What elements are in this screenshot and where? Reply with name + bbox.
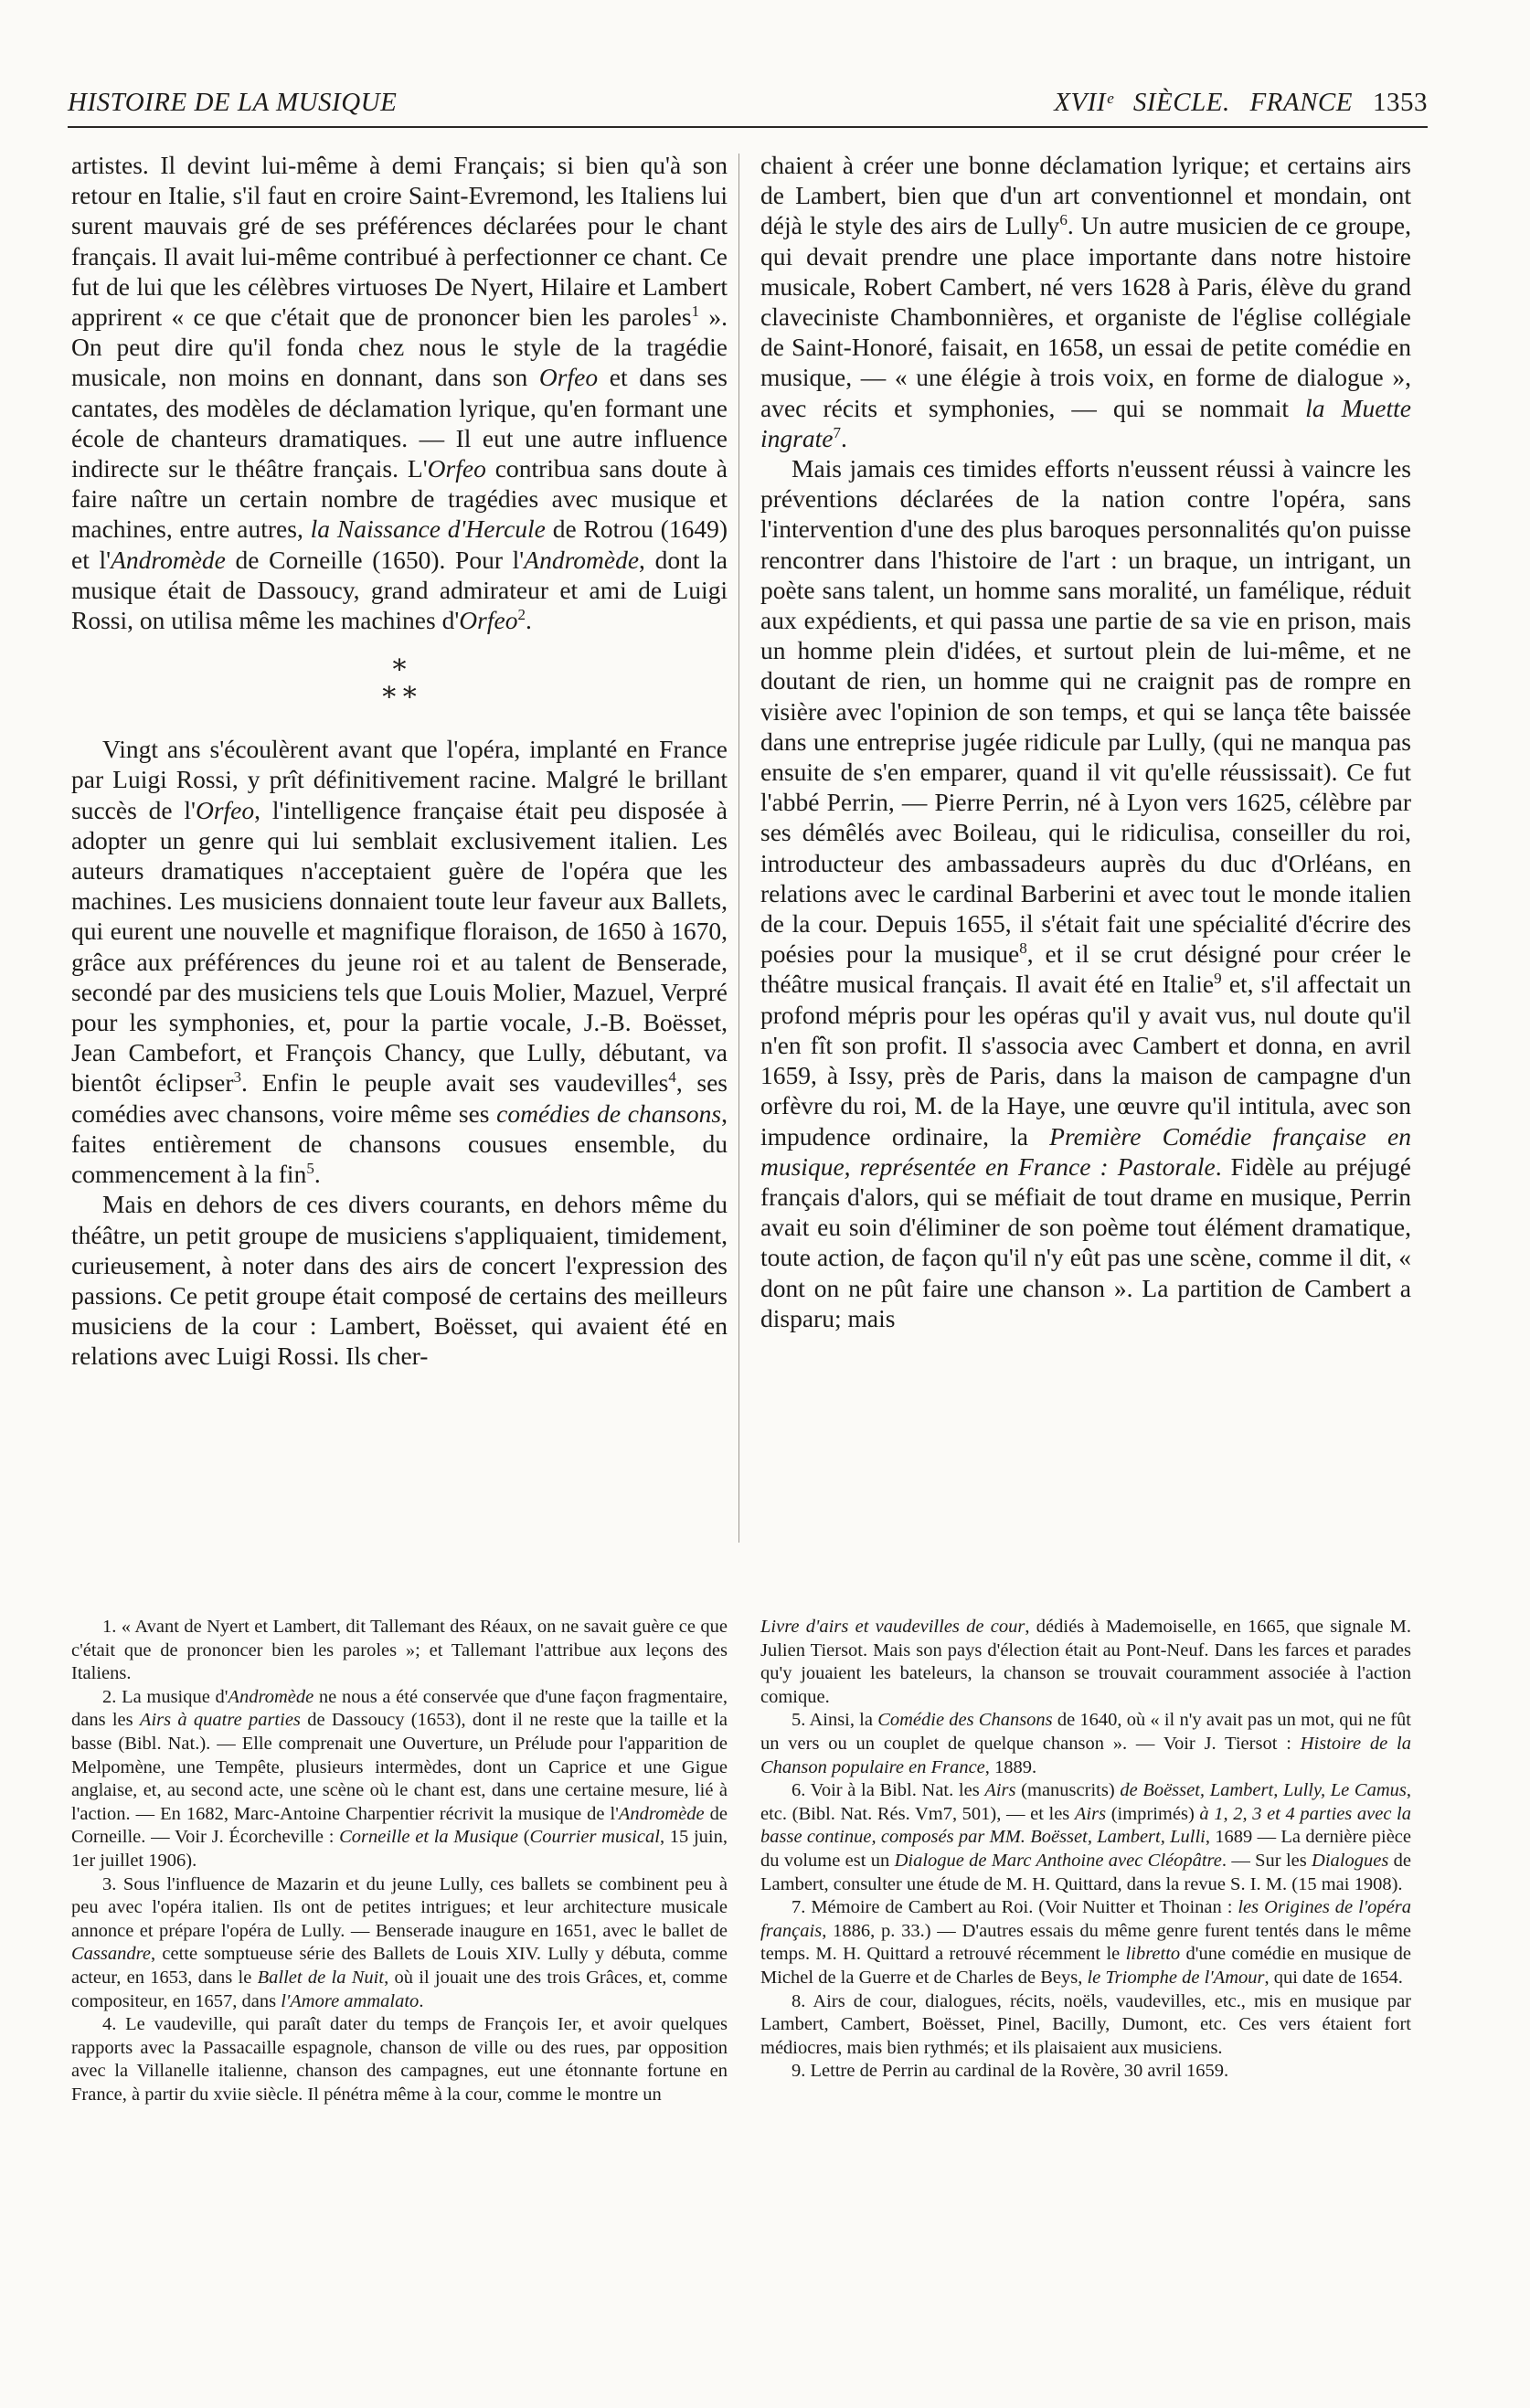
footnote: 2. La musique d'Andromède ne nous a été conservée que d'une façon fragmentaire, dans les Airs à quatre parties de Dassoucy (1653), dont il ne reste que la taille et la basse (Bibl. Nat.). — Elle comprenait une Ouverture, un Prélude pour l'apparition de Melpomène, une Tempête, plusieurs intermèdes, dont un Caprice et une Gigue anglaise, et, au second acte, une scène où le chant est, dans une certaine mesure, lié à l'action. — En 1682, Marc-Antoine Charpentier récrivit la musique de l'Andromède de Corneille. — Voir J. Écorcheville : Corneille et la Musique (Courrier musical, 15 juin, 1er juillet 1906). (71, 1686, 728, 1871)
footnote: 6. Voir à la Bibl. Nat. les Airs (manuscrits) de Boësset, Lambert, Lully, Le Camus, etc. (Bibl. Nat. Rés. Vm7, 501), — et les Airs (imprimés) à 1, 2, 3 et 4 parties avec la basse continue, composés par MM. Boësset, Lambert, Lulli, 1689 — La dernière pièce du volume est un Dialogue de Marc Anthoine avec Cléopâtre. — Sur les Dialogues de Lambert, consulter une étude de M. H. Quittard, dans la revue S. I. M. (15 mai 1908). (760, 1780, 1411, 1894)
page-number: 1353 (1373, 88, 1428, 117)
footnote: 9. Lettre de Perrin au cardinal de la Rovère, 30 avril 1659. (792, 2061, 1229, 2082)
paragraph: Mais en dehors de ces divers courants, en dehors même du théâtre, un petit groupe de musiciens s'appliquaient, timidement, curieusement, à noter dans des airs de concert l'expression des passions. Ce petit groupe était composé de certains des meilleurs musiciens de la cour : Lambert, Boësset, qui avaient été en relations avec Luigi Rossi. Ils cher- (71, 1190, 728, 1371)
paragraph: Mais jamais ces timides efforts n'eussent réussi à vaincre les préventions déclarées de la nation contre l'opéra, sans l'intervention d'une des plus baroques personnalités qu'on puisse rencontrer dans l'histoire de l'art : un braque, un intrigant, un poète sans talent, un homme sans moralité, un famélique, réduit aux expédients, et qui passa une partie de sa vie en prison, mais un homme plein d'idées, et surtout plein de lui-même, et ne doutant de rien, un homme qui ne craignit pas de rompre en visière avec l'opinion de son temps, et qui se lança tête baissée dans une entreprise jugée ridicule par Lully, (qui ne manqua pas ensuite de s'en emparer, quand il vit qu'elle réussissait). Ce fut l'abbé Perrin, — Pierre Perrin, né à Lyon vers 1625, célèbre par ses démêlés avec Boileau, qui le ridiculisa, conseiller du roi, introducteur des ambassadeurs auprès du duc d'Orléans, en relations avec le cardinal Barberini et avec tout le monde italien de la cour. Depuis 1655, il s'était fait une spécialité d'écrire des poésies pour la musique$^8$, et il se crut désigné pour créer le théâtre musical français. Il avait été en Italie$^9$ et, s'il affectait un profond mépris pour les opéras qu'il y avait vus, nul doute qu'il n'en fît son profit. Il s'associa avec Cambert et donna, en avril 1659, à Issy, près de Paris, dans la maison de campagne d'un orfèvre du roi, M. de la Haye, une œuvre qu'il intitula, avec son impudence ordinaire, la Première Comédie française en musique, représentée en France : Pastorale. Fidèle au préjugé français d'alors, qui se méfiait de tout drame en musique, Perrin avait eu soin d'éliminer de son poème tout élément dramatique, toute action, de façon qu'il n'y eût pas une scène, comme il dit, « dont on ne pût faire une chanson ». La partition de Cambert a disparu; mais (760, 454, 1411, 1332)
paragraph: artistes. Il devint lui-même à demi Français; si bien qu'à son retour en Italie, s'il faut en croire Saint-Evremond, les Italiens lui surent mauvais gré de ses préférences déclarées pour le chant français. Il avait lui-même contribué à perfectionner ce chant. Ce fut de lui que les célèbres virtuoses De Nyert, Hilaire et Lambert apprirent « ce que c'était que de prononcer bien les paroles$^1$ ». On peut dire qu'il fonda chez nous le style de la tragédie musicale, non moins en donnant, dans son Orfeo et dans ses cantates, des modèles de déclamation lyrique, qu'en formant une école de chanteurs dramatiques. — Il eut une autre influence indirecte sur le théâtre français. L'Orfeo contribua sans doute à faire naître un certain nombre de tragédies avec musique et machines, entre autres, la Naissance d'Hercule de Rotrou (1649) et l'Andromède de Corneille (1650). Pour l'Andromède, dont la musique était de Dassoucy, grand admirateur et ami de Luigi Rossi, on utilisa même les machines d'Orfeo$^2$. (71, 151, 728, 635)
footnote: 4. Le vaudeville, qui paraît dater du temps de François Ier, et avoir quelques rapports avec la Passacaille espagnole, chanson de ville ou des rues, par opposition avec la Villanelle italienne, chanson des campagnes, eut une étonnante fortune en France, à partir du xviie siècle. Il pénétra même à la cour, comme le montre un (71, 2014, 728, 2105)
running-header (68, 88, 1428, 124)
paragraph: chaient à créer une bonne déclamation lyrique; et certains airs de Lambert, bien que d'un art conventionnel et mondain, ont déjà le style des airs de Lully$^6$. Un autre musicien de ce groupe, qui devait prendre une place importante dans notre histoire musicale, Robert Cambert, né vers 1628 à Paris, élève du grand claveciniste Chambonnières, et organiste de l'église collégiale de Saint-Honoré, faisait, en 1658, un essai de petite comédie en musique, — « une élégie à trois voix, en forme de dialogue », avec récits et symphonies, — qui se nommait la Muette ingrate$^7$. (760, 151, 1411, 452)
column-divider (738, 154, 739, 1543)
footnote: 1. « Avant de Nyert et Lambert, dit Tallemant des Réaux, on ne savait guère ce que c'était que de prononcer bien les paroles »; et Tallemant l'attribue aux leçons des Italiens. (71, 1617, 728, 1684)
column-right (760, 150, 1411, 1333)
footnote: 7. Mémoire de Cambert au Roi. (Voir Nuitter et Thoinan : les Origines de l'opéra français, 1886, p. 33.) — D'autres essais du même genre furent tentés dans le même temps. M. H. Quittard a retrouvé récemment le libretto d'une comédie en musique de Michel de la Guerre et de Charles de Beys, le Triomphe de l'Amour, qui date de 1654. (760, 1897, 1412, 1988)
footnotes-right (760, 1616, 1411, 2084)
footnote: 3. Sous l'influence de Mazarin et du jeune Lully, ces ballets se combinent peu à peu avec l'opéra italien. Ils ont de petites intrigues; et leur architecture musicale annonce et prépare l'opéra de Lully. — Benserade inaugure en 1651, avec le ballet de Cassandre, cette somptueuse série des Ballets de Louis XIV. Lully y débuta, comme acteur, en 1653, dans le Ballet de la Nuit, où il jouait une des trois Grâces, et, comme compositeur, en 1657, dans l'Amore ammalato. (71, 1873, 728, 2011)
footnote: 8. Airs de cour, dialogues, récits, noëls, vaudevilles, etc., mis en musique par Lambert, Cambert, Boësset, Pinel, Bacilly, Dumont, etc. Ces vers étaient fort médiocres, mais bien rythmés; et ils plaisaient aux musiciens. (760, 1990, 1411, 2058)
footnotes-left (71, 1616, 728, 2106)
header-section: XVIIᵉ SIÈCLE. FRANCE 1353 (1054, 88, 1428, 117)
footnote: 5. Ainsi, la Comédie des Chansons de 1640, où « il n'y avait pas un mot, qui ne fût un vers ou un couplet de quelque chanson ». — Voir J. Tiersot : Histoire de la Chanson populaire en France, 1889. (760, 1710, 1412, 1777)
paragraph: Vingt ans s'écoulèrent avant que l'opéra, implanté en France par Luigi Rossi, y prît définitivement racine. Malgré le brillant succès de l'Orfeo, l'intelligence française était peu disposée à adopter un genre qui lui semblait exclusivement italien. Les auteurs dramatiques n'acceptaient guère de l'opéra que les machines. Les musiciens donnaient toute leur faveur aux Ballets, qui eurent une nouvelle et magnifique floraison, de 1650 à 1670, grâce aux préférences du jeune roi et au talent de Benserade, secondé par des musiciens tels que Louis Molier, Mazuel, Verpré pour les symphonies, et, pour la partie vocale, J.-B. Boësset, Jean Cambefort, et François Chancy, que Lully, débutant, va bientôt éclipser$^3$. Enfin le peuple avait ses vaudevilles$^4$, ses comédies avec chansons, voire même ses comédies de chansons, faites entièrement de chansons cousues ensemble, du commencement à la fin$^5$. (71, 735, 728, 1189)
header-title: HISTOIRE DE LA MUSIQUE (68, 88, 398, 117)
header-rule (68, 126, 1428, 128)
section-asterism: ⁎ ⁎ ⁎ (382, 646, 417, 705)
column-left (71, 150, 728, 1372)
footnote: Livre d'airs et vaudevilles de cour, dédiés à Mademoiselle, en 1665, que signale M. Julien Tiersot. Mais son pays d'élection était au Pont-Neuf. Dans les farces et parades qu'y jouaient les bateleurs, la chanson se trouvait couramment associée à l'action comique. (760, 1617, 1411, 1707)
